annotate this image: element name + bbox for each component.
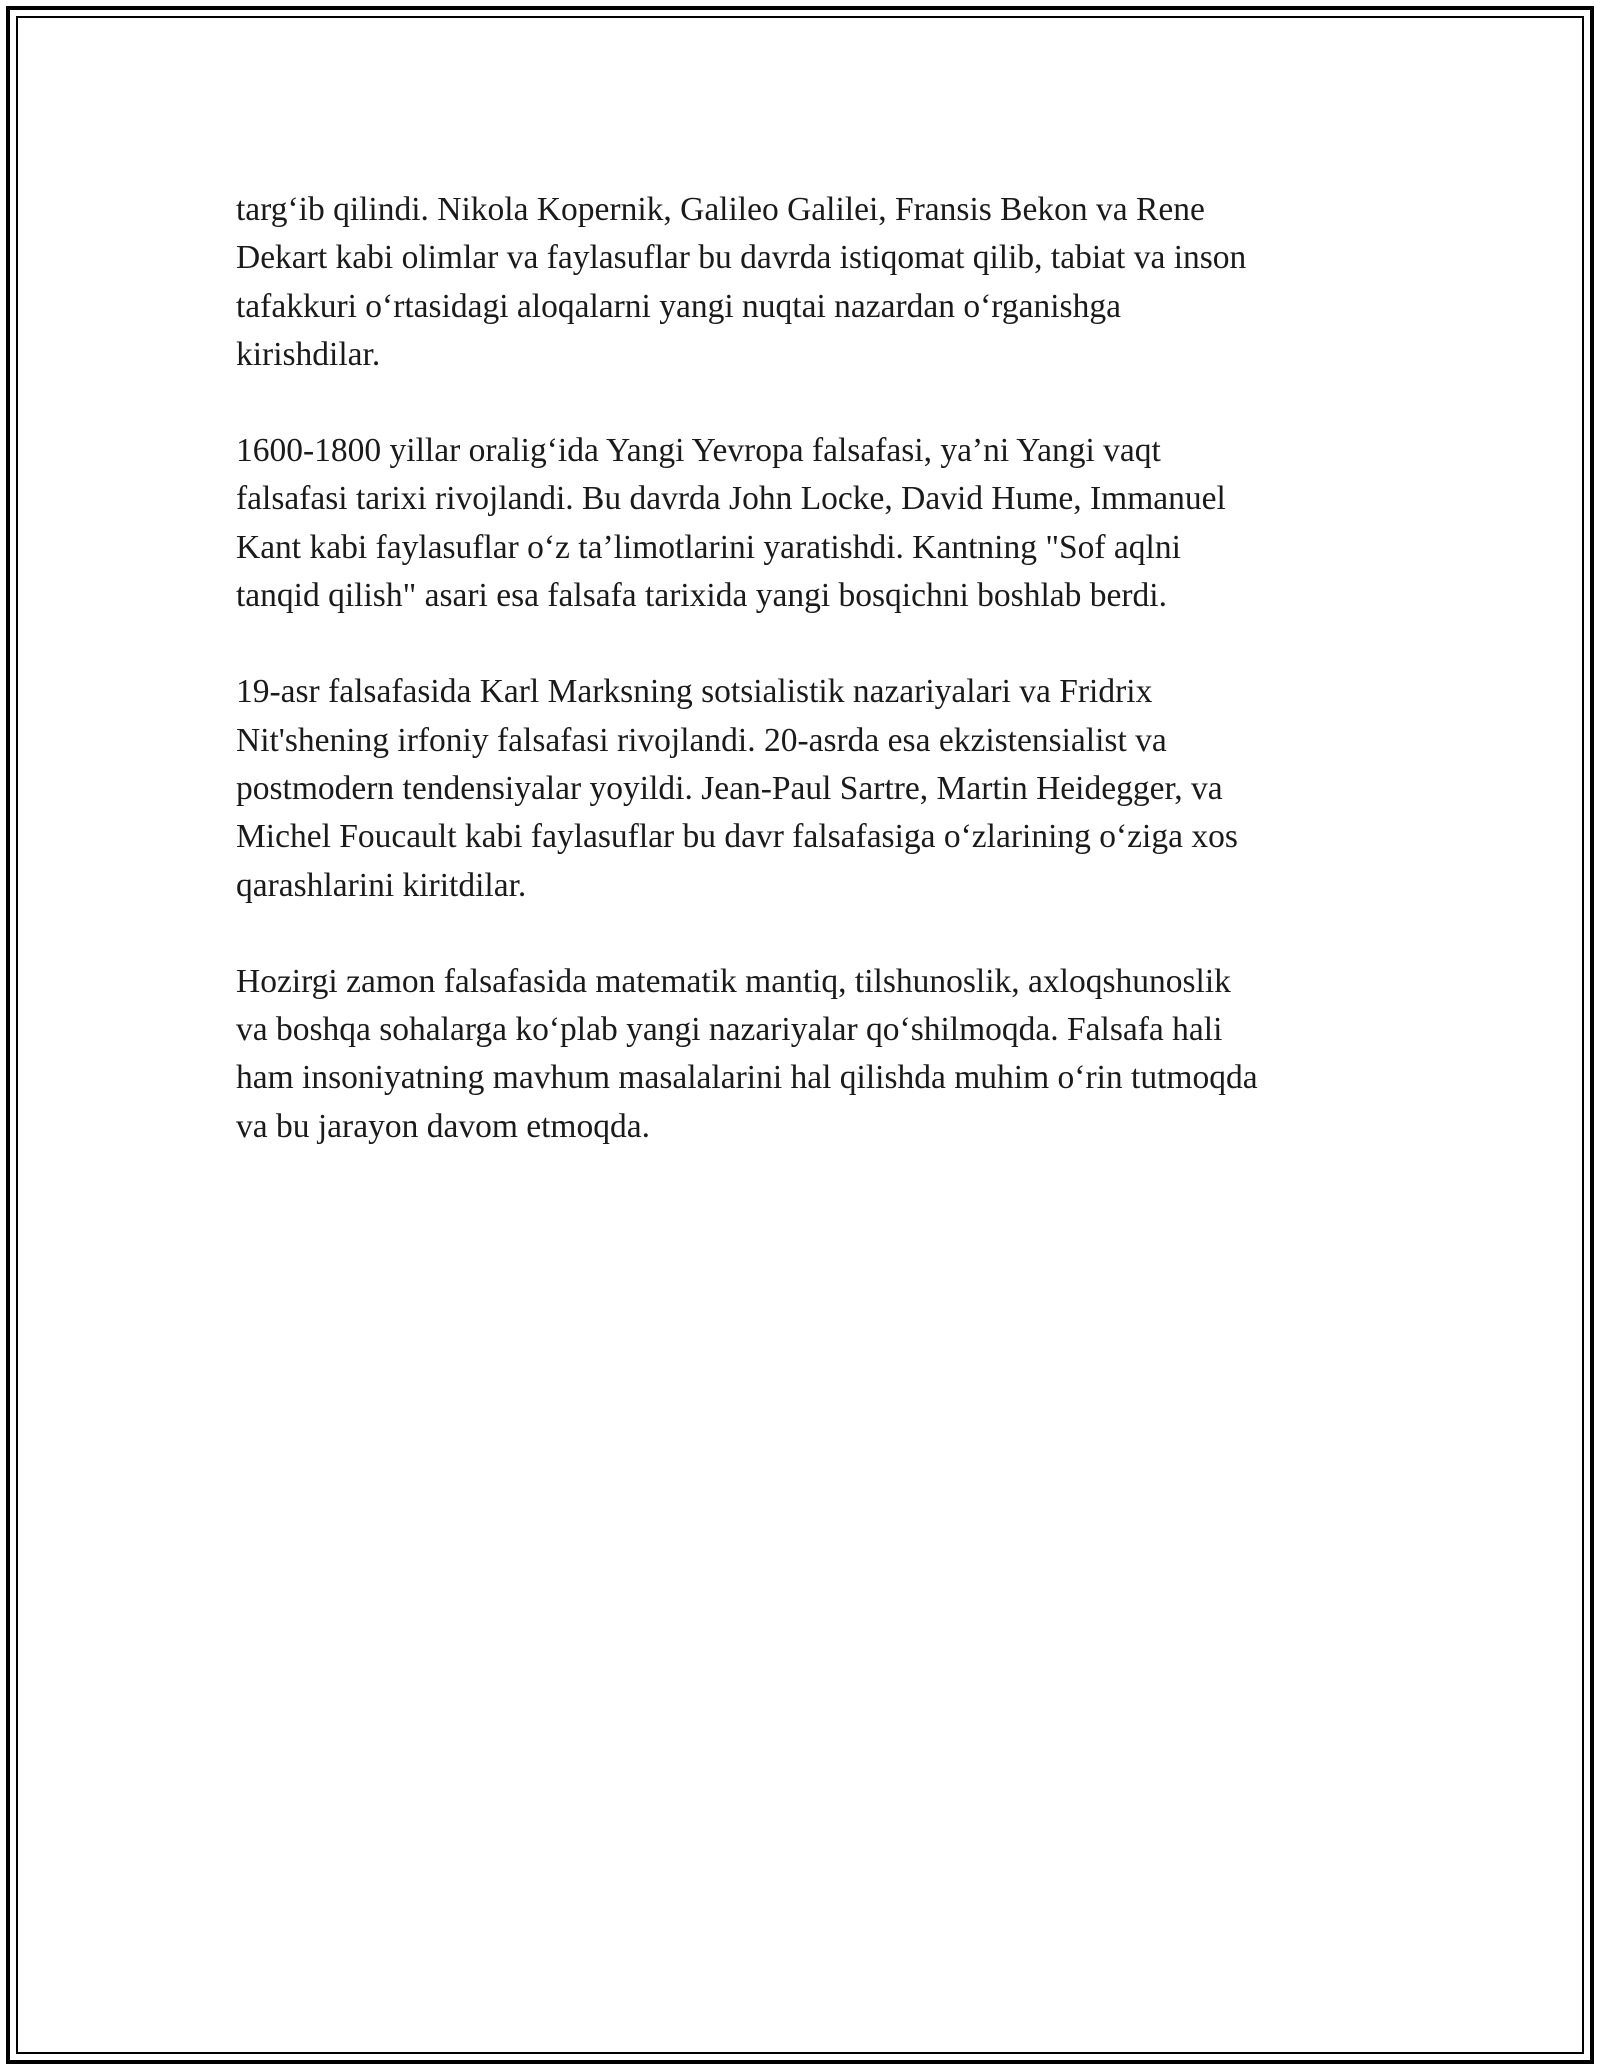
paragraph-contemporary: Hozirgi zamon falsafasida matematik mantiq, tilshunoslik, axloqshunoslik va boshqa sohalarga ko‘plab yangi nazariyalar qo‘shilmoqda. Falsafa hali ham insoniyatning mavhum masalalarini hal qilishda muhim o‘rin tutmoqda va bu jarayon davom etmoqda. xyxy=(236,962,1258,1145)
paragraph-renaissance: targ‘ib qilindi. Nikola Kopernik, Galileo Galilei, Fransis Bekon va Rene Dekart kabi olimlar va faylasuflar bu davrda istiqomat qilib, tabiat va inson tafakkuri o‘rtasidagi aloqalarni yangi nuqtai nazardan o‘rganishga kirishdilar. xyxy=(236,191,1247,373)
paragraph-modern-european: 1600-1800 yillar oralig‘ida Yangi Yevropa falsafasi, ya’ni Yangi vaqt falsafasi tarixi rivojlandi. Bu davrda John Locke, David Hume, Immanuel Kant kabi faylasuflar o‘z ta’limotlarini yaratishdi. Kantning "Sof aqlni tanqid qilish" asari esa falsafa tarixida yangi bosqichni boshlab berdi. xyxy=(236,432,1226,615)
document-body xyxy=(236,186,1366,1199)
paragraph-19th-20th-century: 19-asr falsafasida Karl Marksning sotsialistik nazariyalari va Fridrix Nit'shening irfoniy falsafasi rivojlandi. 20-asrda esa ekzistensialist va postmodern tendensiyalar yoyildi. Jean-Paul Sartre, Martin Heidegger, va Michel Foucault kabi faylasuflar bu davr falsafasiga o‘zlarining o‘ziga xos qarashlarini kiritdilar. xyxy=(236,673,1238,904)
